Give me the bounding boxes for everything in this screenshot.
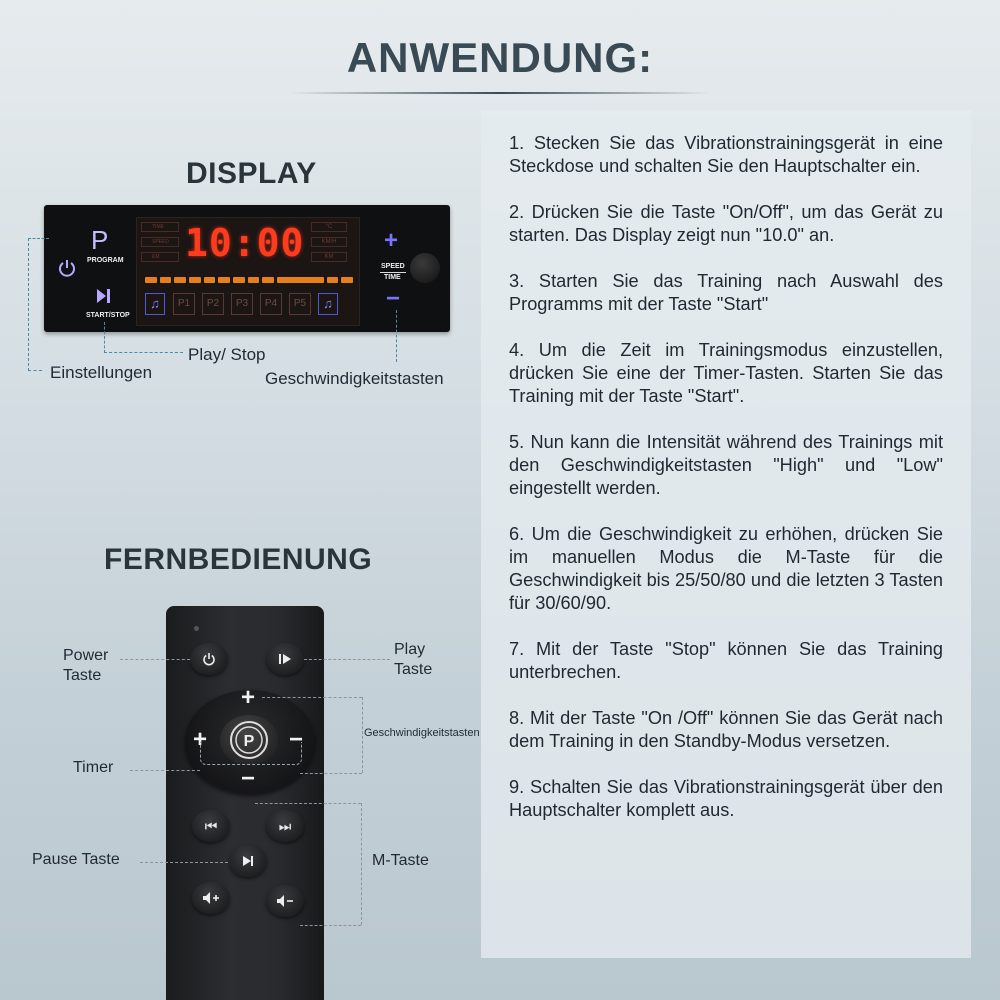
remote-play-button[interactable] bbox=[266, 643, 304, 675]
dpad-left-plus-button[interactable]: + bbox=[193, 726, 208, 753]
program-letter: P bbox=[91, 225, 109, 255]
speed-callout-line bbox=[396, 310, 397, 362]
instruction-6: 6. Um die Geschwindigkeit zu erhöhen, drücken Sie im manuellen Modus die M-Taste für die Geschwindigkeit bis 25/50/80 und die letzten 3 Tasten für 30/60/90. bbox=[509, 524, 943, 613]
einstellungen-label: Einstellungen bbox=[50, 363, 153, 382]
remote-forward-button[interactable]: ⏭ bbox=[266, 810, 304, 842]
lcd-speed-indicator: SPEED bbox=[141, 237, 179, 247]
geschwindigkeitstasten-remote-label: Geschwindigkeitstasten bbox=[364, 727, 480, 739]
dpad-right-minus-button[interactable]: − bbox=[289, 726, 304, 753]
instruction-2: 2. Drücken Sie die Taste "On/Off", um das Gerät zu starten. Das Display zeigt nun "10.0" an. bbox=[509, 202, 943, 245]
instruction-8: 8. Mit der Taste "On /Off" können Sie das Gerät nach dem Training in den Standby-Modus versetzen. bbox=[509, 708, 943, 751]
speaker-minus-icon bbox=[276, 894, 294, 908]
einstellungen-callout-line bbox=[28, 238, 49, 371]
instruction-4: 4. Um die Zeit im Trainingsmodus einzustellen, drücken Sie eine der Timer-Tasten. Starten Sie das Training mit der Taste "Start". bbox=[509, 340, 943, 406]
pause-taste-label: Pause Taste bbox=[32, 851, 120, 868]
lcd-time-indicator: TIME bbox=[141, 222, 179, 232]
lcd-temp-indicator: °C bbox=[311, 222, 347, 232]
remote-volume-up-button[interactable] bbox=[192, 882, 230, 914]
display-panel bbox=[44, 205, 450, 332]
einstellungen-callout-tail bbox=[28, 370, 42, 371]
play-pause-icon bbox=[241, 854, 255, 868]
time-label: TIME bbox=[384, 274, 401, 281]
m-taste-label: M-Taste bbox=[372, 852, 429, 869]
remote-volume-down-button[interactable] bbox=[266, 885, 304, 917]
remote-led bbox=[194, 626, 199, 631]
play-taste-label-l2: Taste bbox=[394, 661, 433, 678]
play-taste-label-l1: Play bbox=[394, 641, 426, 658]
svg-text:P: P bbox=[243, 733, 255, 750]
m-taste-callout-bottom bbox=[300, 925, 361, 926]
m-taste-callout-top bbox=[255, 803, 361, 804]
timer-label: Timer bbox=[73, 759, 114, 776]
remote-pause-button[interactable] bbox=[229, 845, 267, 877]
clock-readout: 10:00 bbox=[185, 221, 305, 265]
pause-callout-line bbox=[140, 862, 228, 863]
instruction-5: 5. Nun kann die Intensität während des Trainings mit den Geschwindigkeitstasten "High" und "Low" eingestellt werden. bbox=[509, 432, 943, 498]
program-p4[interactable]: P4 bbox=[260, 293, 282, 315]
program-p3[interactable]: P3 bbox=[231, 293, 253, 315]
geschwindigkeitstasten-label: Geschwindigkeitstasten bbox=[265, 369, 444, 388]
speed-time-divider bbox=[380, 272, 406, 273]
music-note-icon-right: ♫ bbox=[318, 293, 338, 315]
play-pause-icon[interactable] bbox=[96, 287, 112, 305]
remote-heading: FERNBEDIENUNG bbox=[104, 543, 373, 576]
power-icon bbox=[202, 652, 216, 666]
timer-callout-line bbox=[130, 770, 200, 771]
progress-bars bbox=[145, 277, 353, 283]
music-note-icon: ♫ bbox=[145, 293, 165, 315]
dpad-down-minus-button[interactable]: − bbox=[241, 765, 256, 792]
power-callout-line bbox=[120, 659, 190, 660]
lcd-km-right-indicator: KM bbox=[311, 252, 347, 262]
instruction-3: 3. Starten Sie das Training nach Auswahl des Programms mit der Taste "Start" bbox=[509, 271, 943, 314]
instruction-1: 1. Stecken Sie das Vibrationstrainingsgerät in eine Steckdose und schalten Sie den Hauptschalter ein. bbox=[509, 133, 943, 176]
program-p1[interactable]: P1 bbox=[173, 293, 195, 315]
speed-callout-vertical bbox=[362, 697, 363, 773]
speed-label: SPEED bbox=[381, 263, 405, 270]
speed-minus-button[interactable]: − bbox=[386, 285, 401, 312]
m-taste-callout-vertical bbox=[361, 803, 362, 925]
remote-power-button[interactable] bbox=[190, 643, 228, 675]
lcd-km-indicator: KM bbox=[141, 252, 179, 262]
speaker-plus-icon bbox=[202, 891, 220, 905]
play-stop-label: Play/ Stop bbox=[188, 345, 266, 364]
start-stop-label: START/STOP bbox=[86, 312, 130, 319]
lcd-kmh-indicator: KM/H bbox=[311, 237, 347, 247]
display-heading: DISPLAY bbox=[186, 157, 317, 190]
play-callout-line bbox=[304, 659, 390, 660]
speed-keys-outline bbox=[200, 742, 302, 765]
program-p5[interactable]: P5 bbox=[289, 293, 311, 315]
remote-rewind-button[interactable]: ⏮ bbox=[192, 810, 230, 842]
program-label: PROGRAM bbox=[87, 257, 124, 264]
program-p2[interactable]: P2 bbox=[202, 293, 224, 315]
instructions-panel bbox=[481, 110, 971, 958]
play-pause-icon bbox=[278, 652, 292, 666]
instruction-9: 9. Schalten Sie das Vibrationstrainingsgerät über den Hauptschalter komplett aus. bbox=[509, 777, 943, 820]
speed-callout-bottom bbox=[300, 773, 362, 774]
power-taste-label-l1: Power bbox=[63, 647, 109, 664]
page-title: ANWENDUNG: bbox=[346, 34, 654, 81]
speed-callout-top bbox=[262, 697, 362, 698]
title-divider bbox=[290, 92, 710, 94]
dpad-up-plus-button[interactable]: + bbox=[241, 684, 256, 711]
play-stop-callout-line bbox=[104, 322, 183, 353]
power-icon[interactable] bbox=[56, 257, 78, 279]
speed-plus-button[interactable]: + bbox=[384, 227, 399, 254]
instruction-7: 7. Mit der Taste "Stop" können Sie das Training unterbrechen. bbox=[509, 639, 943, 682]
power-taste-label-l2: Taste bbox=[63, 667, 102, 684]
power-knob[interactable] bbox=[410, 253, 440, 283]
lcd-screen bbox=[136, 217, 360, 326]
